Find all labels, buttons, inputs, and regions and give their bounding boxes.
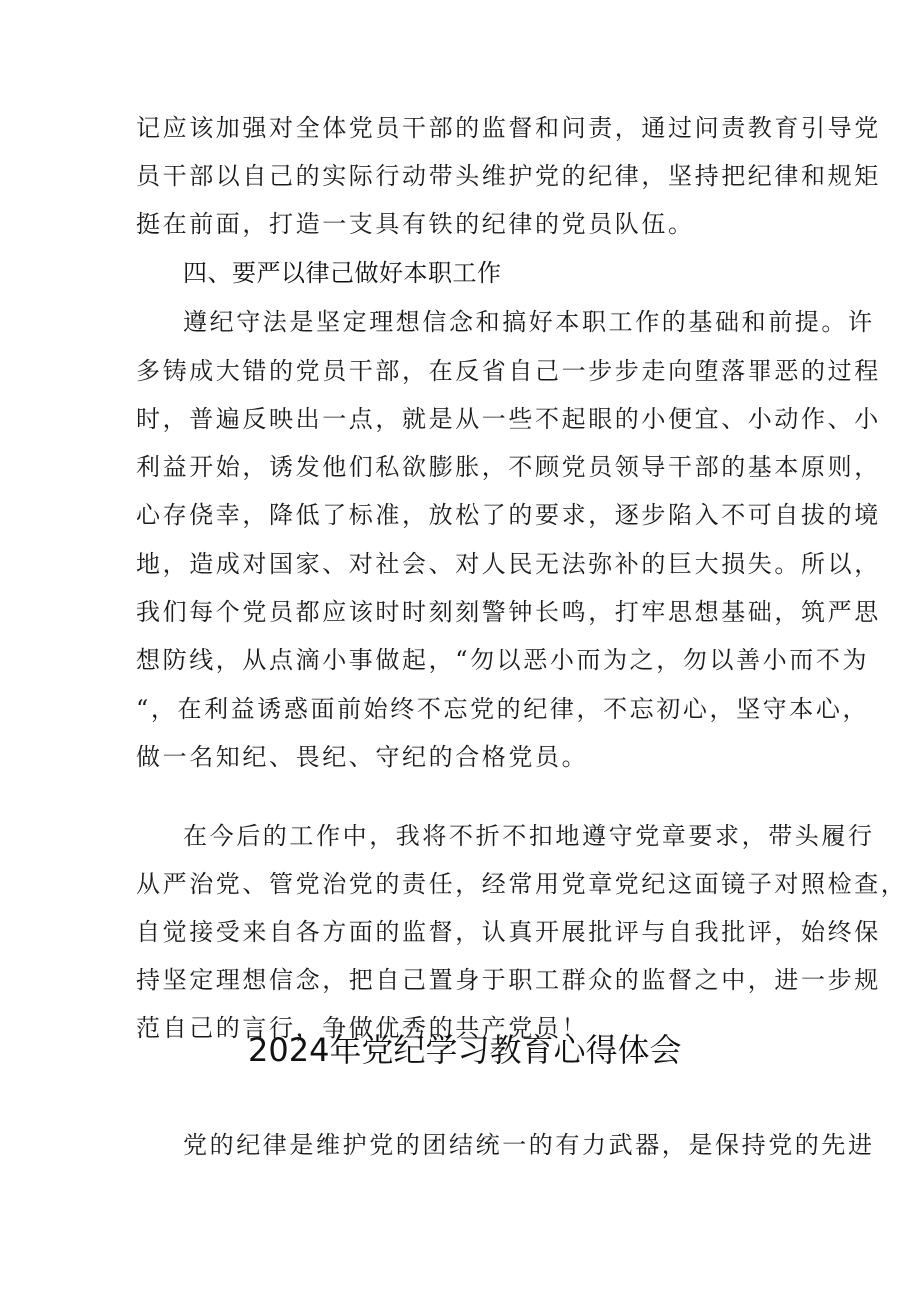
paragraph-line: 从严治党、管党治党的责任，经常用党章党纪这面镜子对照检查， (136, 870, 908, 898)
paragraph-line: 挺在前面，打造一支具有铁的纪律的党员队伍。 (136, 210, 695, 238)
paragraph-line: 时，普遍反映出一点，就是从一些不起眼的小便宜、小动作、小 (136, 405, 881, 433)
section-heading: 四、要严以律己做好本职工作 (183, 259, 502, 287)
paragraph-line: 做一名知纪、畏纪、守纪的合格党员。 (136, 743, 589, 771)
paragraph-line: 想防线，从点滴小事做起，“勿以恶小而为之，勿以善小而不为 (136, 646, 870, 674)
paragraph-line: 我们每个党员都应该时时刻刻警钟长鸣，打牢思想基础，筑严思 (136, 598, 881, 626)
paragraph-line: 持坚定理想信念，把自己置身于职工群众的监督之中，进一步规 (136, 966, 881, 994)
paragraph-line: 自觉接受来自各方面的监督，认真开展批评与自我批评，始终保 (136, 918, 881, 946)
paragraph-line: “，在利益诱惑面前始终不忘党的纪律，不忘初心，坚守本心， (136, 695, 870, 723)
paragraph-line: 范自己的言行，争做优秀的共产党员！ (136, 1014, 589, 1042)
article-title: 2024年党纪学习教育心得体会 (248, 1031, 682, 1069)
paragraph-line: 员干部以自己的实际行动带头维护党的纪律，坚持把纪律和规矩 (136, 162, 881, 190)
paragraph-line: 地，造成对国家、对社会、对人民无法弥补的巨大损失。所以， (136, 550, 881, 578)
paragraph-line: 心存侥幸，降低了标准，放松了的要求，逐步陷入不可自拔的境 (136, 501, 881, 529)
paragraph-line: 遵纪守法是坚定理想信念和搞好本职工作的基础和前提。许 (183, 308, 875, 336)
paragraph-line: 记应该加强对全体党员干部的监督和问责，通过问责教育引导党 (136, 114, 881, 142)
paragraph-line: 在今后的工作中，我将不折不扣地遵守党章要求，带头履行 (183, 822, 875, 850)
paragraph-line: 党的纪律是维护党的团结统一的有力武器，是保持党的先进 (183, 1131, 875, 1159)
paragraph-line: 多铸成大错的党员干部，在反省自己一步步走向堕落罪恶的过程 (136, 357, 881, 385)
paragraph-line: 利益开始，诱发他们私欲膨胀，不顾党员领导干部的基本原则， (136, 453, 881, 481)
